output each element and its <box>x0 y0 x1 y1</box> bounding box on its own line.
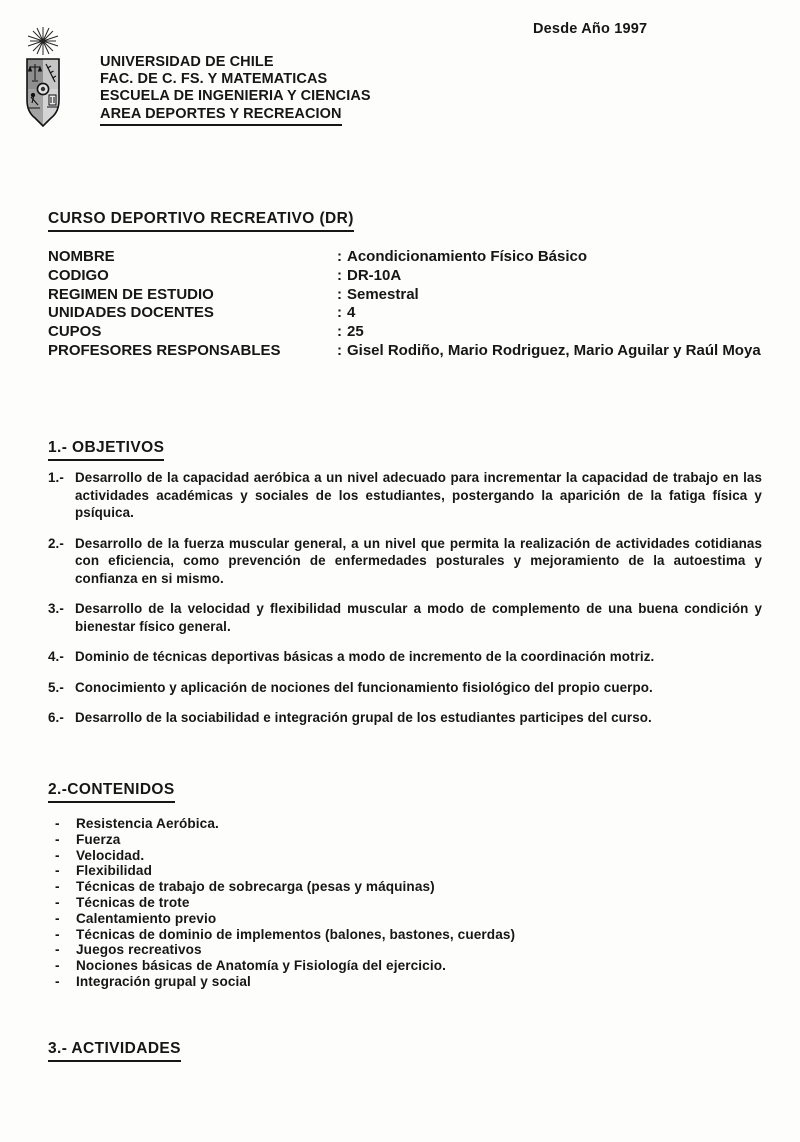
objective-text: Desarrollo de la velocidad y flexibilidad muscular a modo de complemento de una buena condición y bienestar físico general. <box>75 601 762 634</box>
field-row <box>48 267 764 286</box>
content-item <box>55 863 755 879</box>
content-text: Resistencia Aeróbica. <box>76 816 219 831</box>
field-label: CODIGO <box>48 266 109 284</box>
objective-item <box>48 709 762 727</box>
content-item <box>55 816 755 832</box>
field-label: UNIDADES DOCENTES <box>48 304 214 322</box>
objective-number: 3.- <box>48 601 64 616</box>
header-line: FAC. DE C. FS. Y MATEMATICAS <box>100 71 328 88</box>
content-text: Fuerza <box>76 831 121 847</box>
header-line: AREA DEPORTES Y RECREACION <box>100 106 371 126</box>
field-label: CUPOS <box>48 323 102 341</box>
objective-number: 2.- <box>48 535 64 551</box>
university-crest-icon <box>23 25 63 138</box>
field-row <box>48 248 764 267</box>
section-heading-contenidos: 2.-CONTENIDOS <box>48 781 175 803</box>
field-separator: : <box>337 248 342 265</box>
header-line: ESCUELA DE INGENIERIA Y CIENCIAS <box>100 88 371 105</box>
objective-number: 1.- <box>48 470 64 485</box>
objective-item <box>48 600 762 635</box>
objetivos-list <box>48 469 762 740</box>
field-label: NOMBRE <box>48 248 115 265</box>
field-value: Semestral <box>347 285 419 303</box>
field-separator: : <box>337 323 342 341</box>
objective-item <box>48 469 762 522</box>
field-row <box>48 323 764 342</box>
dash-bullet: - <box>55 879 60 895</box>
objective-text: Desarrollo de la fuerza muscular general, a un nivel que permita la realización de actividades cotidianas con eficiencia, como prevención de enfermedades posturales y mejoramiento de la autoestima y confianza en si mismo. <box>75 535 762 586</box>
dash-bullet: - <box>55 973 60 989</box>
university-header <box>100 54 371 126</box>
content-text: Calentamiento previo <box>76 910 217 926</box>
dash-bullet: - <box>55 816 60 831</box>
dash-bullet: - <box>55 831 60 847</box>
field-label: REGIMEN DE ESTUDIO <box>48 285 214 303</box>
content-text: Técnicas de dominio de implementos (balones, bastones, cuerdas) <box>76 926 516 942</box>
document-title: CURSO DEPORTIVO RECREATIVO (DR) <box>48 210 354 232</box>
section-heading-actividades: 3.- ACTIVIDADES <box>48 1040 181 1062</box>
dash-bullet: - <box>55 926 60 942</box>
objective-text: Desarrollo de la sociabilidad e integración grupal de los estudiantes participes del curso. <box>75 710 652 725</box>
field-value: Acondicionamiento Físico Básico <box>347 248 588 265</box>
content-text: Nociones básicas de Anatomía y Fisiología del ejercicio. <box>76 958 446 974</box>
content-text: Juegos recreativos <box>76 942 202 958</box>
objective-text: Desarrollo de la capacidad aeróbica a un nivel adecuado para incrementar la capacidad de trabajo en las actividades académicas y sociales de los estudiantes, postergando la aparición de la fatiga física y psíquica. <box>75 470 762 520</box>
field-separator: : <box>337 285 342 303</box>
objective-text: Dominio de técnicas deportivas básicas a modo de incremento de la coordinación motriz. <box>75 649 655 664</box>
field-value: Gisel Rodiño, Mario Rodriguez, Mario Aguilar y Raúl Moya <box>347 341 761 359</box>
header-line: UNIVERSIDAD DE CHILE <box>100 54 274 70</box>
contenidos-list <box>55 816 755 990</box>
content-item <box>55 958 755 974</box>
dash-bullet: - <box>55 863 60 879</box>
dash-bullet: - <box>55 894 60 910</box>
content-item <box>55 942 755 958</box>
content-item <box>55 895 755 911</box>
section-heading-objetivos: 1.- OBJETIVOS <box>48 439 164 461</box>
content-item <box>55 927 755 943</box>
content-text: Técnicas de trote <box>76 894 190 910</box>
dash-bullet: - <box>55 942 60 958</box>
dash-bullet: - <box>55 910 60 926</box>
content-text: Velocidad. <box>76 847 145 863</box>
field-label: PROFESORES RESPONSABLES <box>48 341 281 359</box>
content-text: Flexibilidad <box>76 863 152 879</box>
dash-bullet: - <box>55 958 60 974</box>
objective-item <box>48 648 762 666</box>
field-value: 4 <box>347 304 356 322</box>
objective-number: 5.- <box>48 679 64 695</box>
content-item <box>55 911 755 927</box>
content-text: Técnicas de trabajo de sobrecarga (pesas y máquinas) <box>76 879 435 895</box>
since-year-label: Desde Año 1997 <box>533 21 648 37</box>
objective-item <box>48 679 762 697</box>
field-separator: : <box>337 341 342 359</box>
content-item <box>55 879 755 895</box>
content-text: Integración grupal y social <box>76 973 251 989</box>
objective-text: Conocimiento y aplicación de nociones del funcionamiento fisiológico del propio cuerpo. <box>75 679 653 695</box>
objective-number: 4.- <box>48 649 64 664</box>
objective-number: 6.- <box>48 710 64 725</box>
course-fields <box>48 248 764 361</box>
content-item <box>55 832 755 848</box>
field-row <box>48 342 764 361</box>
content-item <box>55 848 755 864</box>
objective-item <box>48 535 762 588</box>
field-value: 25 <box>347 323 364 341</box>
field-separator: : <box>337 304 342 322</box>
field-separator: : <box>337 266 342 284</box>
field-row <box>48 286 764 305</box>
field-row <box>48 304 764 323</box>
field-value: DR-10A <box>347 266 402 284</box>
content-item <box>55 974 755 990</box>
dash-bullet: - <box>55 847 60 863</box>
